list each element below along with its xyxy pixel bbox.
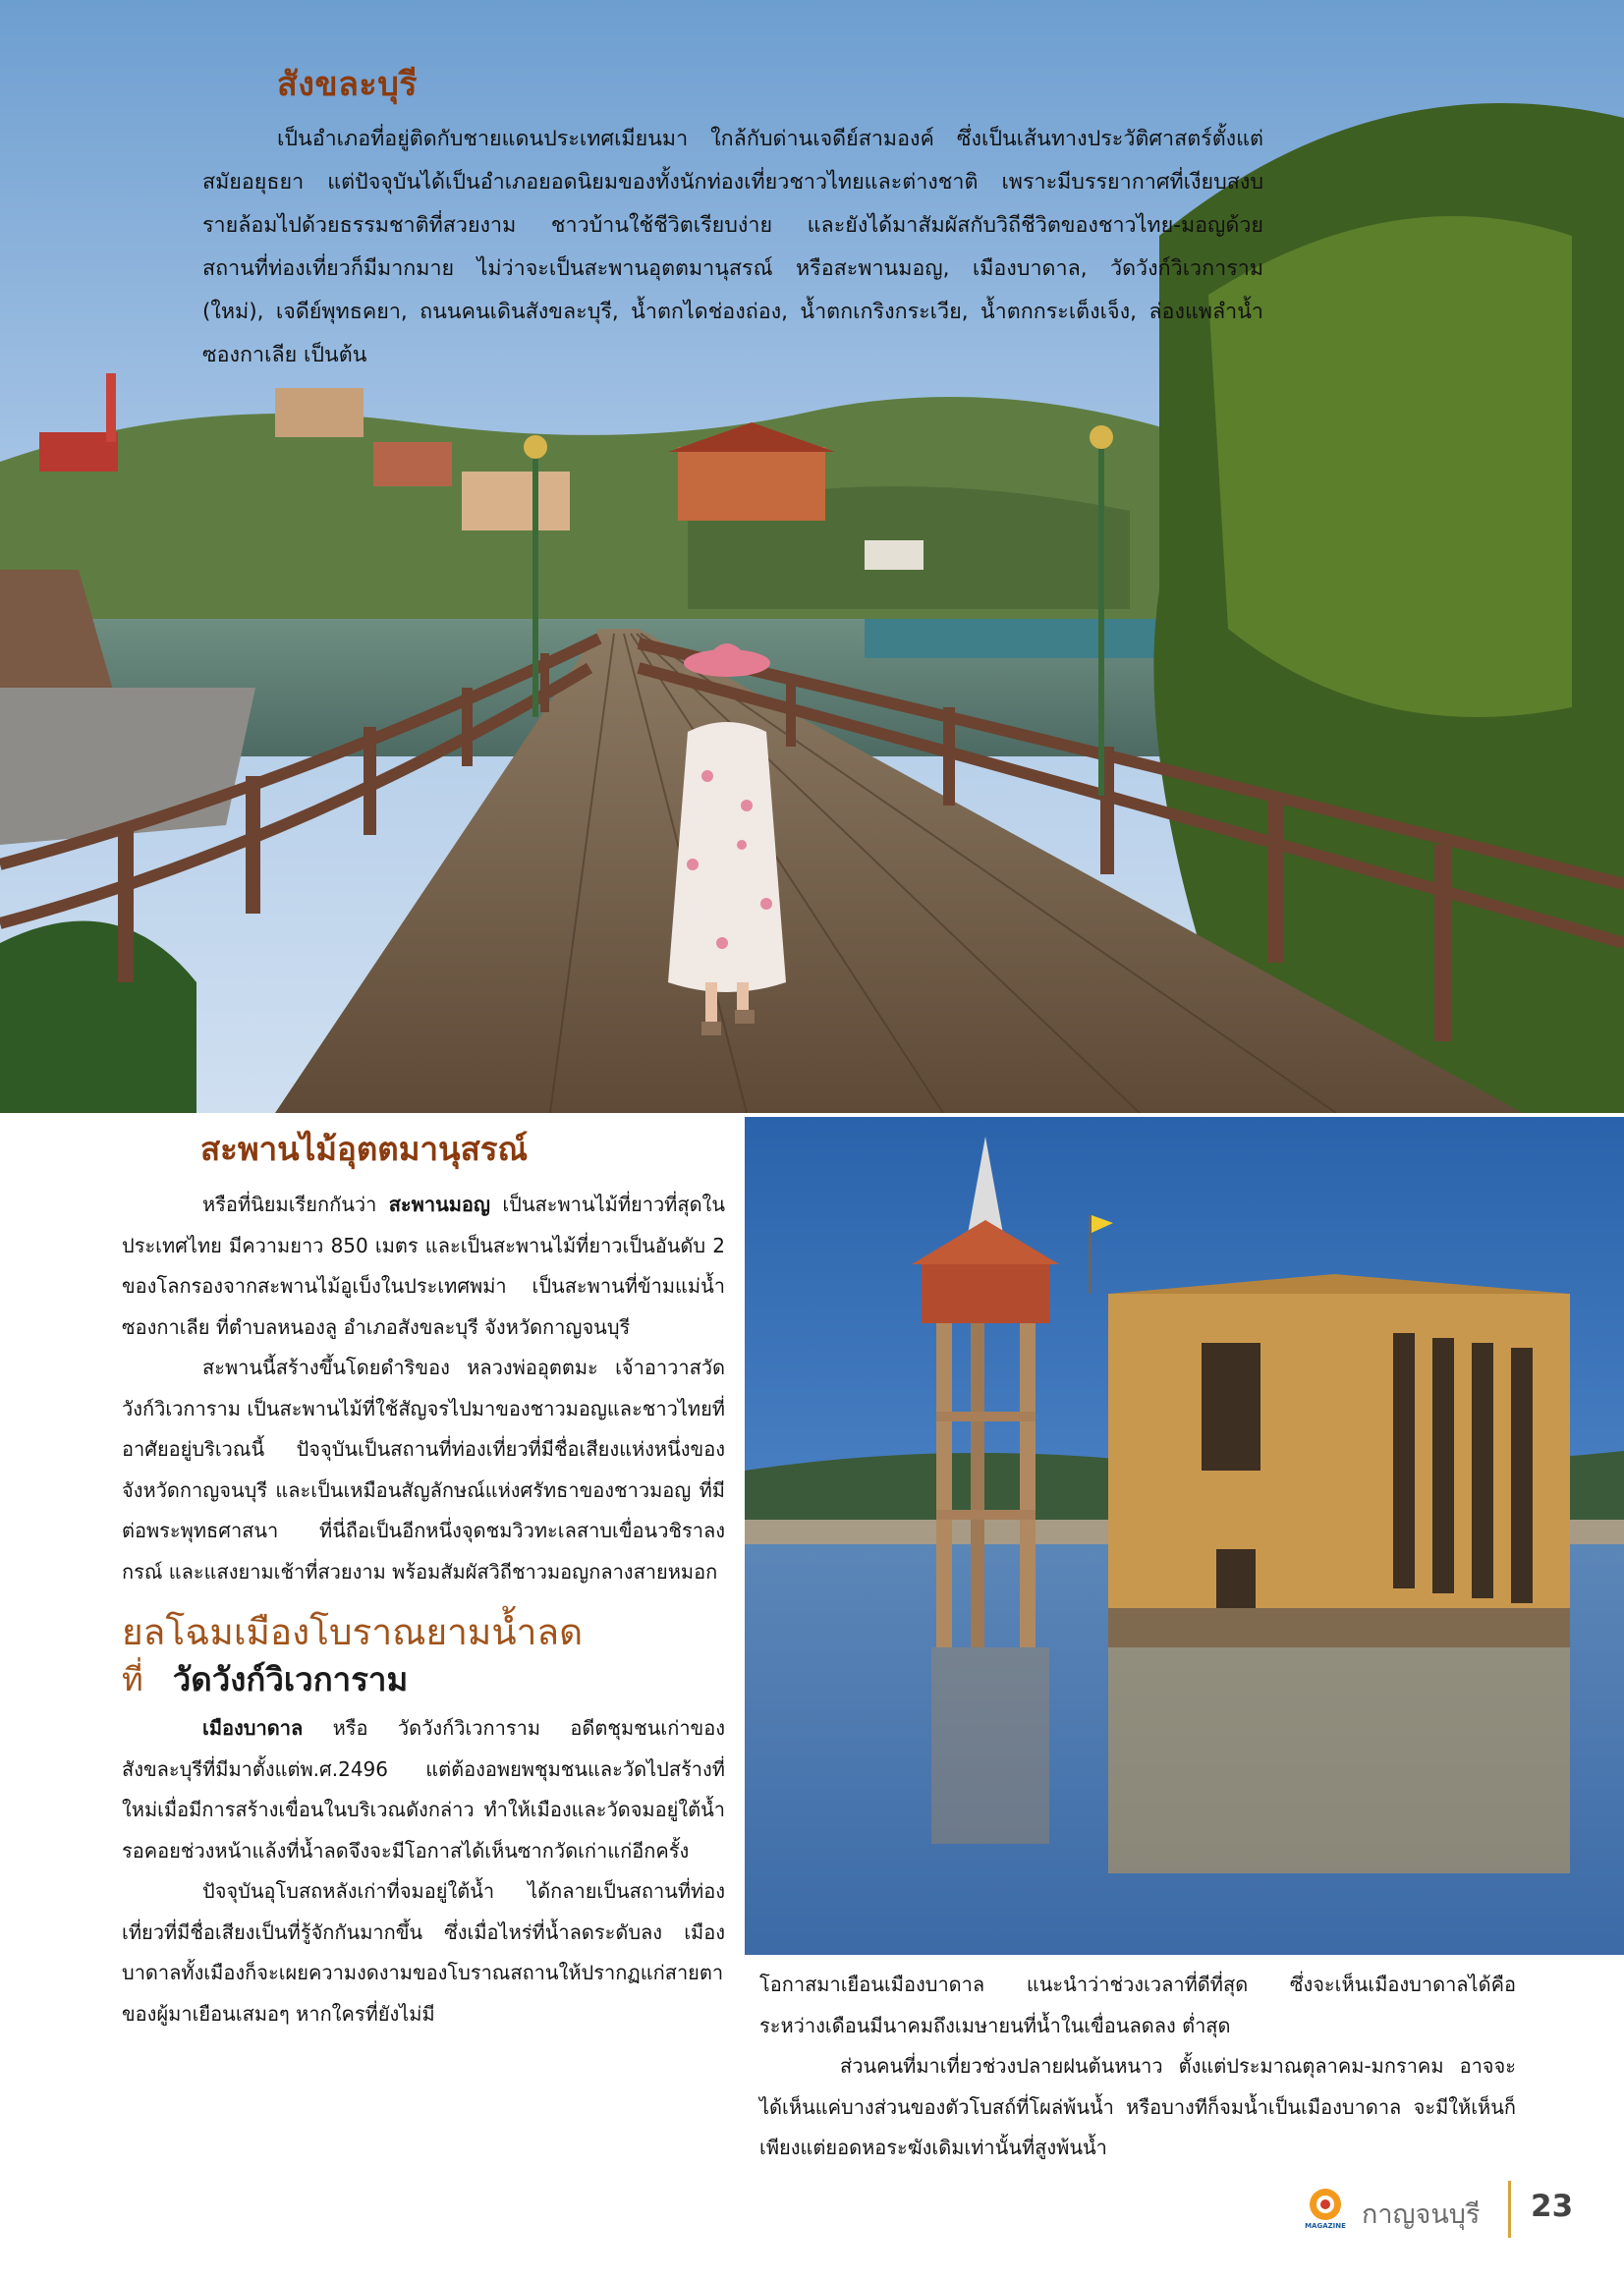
bridge-p1-rest: เป็นสะพานไม้ที่ยาวที่สุดในประเทศไทย มีความยาว 850 เมตร และเป็นสะพานไม้ที่ยาวเป็นอันดับ 2 ของโลกรองจากสะพานไม้อูเบ็งในประเทศพม่า เป็นสะพานที่ข้ามแม่น้ำซองกาเลีย ที่ตำบลหนองลู อำเภอสังขละบุรี จังหวัดกาญจนบุรี [122,1193,725,1339]
temple-p1-bold: เมืองบาดาล [202,1716,304,1740]
bridge-paragraph-2: สะพานนี้สร้างขึ้นโดยดำริของ หลวงพ่ออุตตมะ เจ้าอาวาสวัดวังก์วิเวการาม เป็นสะพานไม้ที่ใช้สัญจรไปมาของชาวมอญและชาวไทยที่อาศัยอยู่บริเวณนี้ ปัจจุบันเป็นสถานที่ท่องเที่ยวที่มีชื่อเสียงแห่งหนึ่งของจังหวัดกาญจนบุรี และเป็นเหมือนสัญลักษณ์แห่งศรัทธาของชาวมอญ ที่มีต่อพระพุทธศาสนา ที่นี่ถือเป็นอีกหนึ่งจุดชมวิวทะเลสาบเขื่อนวชิราลงกรณ์ และแสงยามเช้าที่สวยงาม พร้อมสัมผัสวิถีชาวมอญกลางสายหมอก [122,1356,725,1584]
temple-p1-rest: หรือ วัดวังก์วิเวการาม อดีตชุมชนเก่าของสังขละบุรีที่มีมาตั้งแต่พ.ศ.2496 แต่ต้องอพยพชุมชนและวัดไปสร้างที่ใหม่เมื่อมีการสร้างเขื่อนในบริเวณดังกล่าว ทำให้เมืองและวัดจมอยู่ใต้น้ำ รอคอยช่วงหน้าแล้งที่น้ำลดจึงจะมีโอกาสได้เห็นซากวัดเก่าแก่อีกครั้ง [122,1716,725,1863]
magazine-logo-icon [1305,2187,1346,2230]
bridge-p1-lead: หรือที่นิยมเรียกกันว่า [202,1193,389,1216]
hero-photo-section [0,0,1624,1113]
hero-title: สังขละบุรี [277,65,419,104]
footer-divider [1508,2181,1511,2238]
temple-paragraph-1 [122,1708,725,1871]
temple-heading-prefix: ที่ [122,1660,143,1698]
sunken-temple-image [745,1117,1624,1955]
right-text-column [759,1965,1516,2169]
footer-province: กาญจนบุรี [1362,2199,1481,2230]
left-text-column [122,1123,725,2034]
temple-right-paragraph-2: ส่วนคนที่มาเที่ยวช่วงปลายฝนต้นหนาว ตั้งแต่ประมาณตุลาคม-มกราคม อาจจะได้เห็นแค่บางส่วนของตัวโบสถ์ที่โผล่พ้นน้ำ หรือบางทีก็จมน้ำเป็นเมืองบาดาล จะมีให้เห็นก็เพียงแต่ยอดหอระฆังเดิมเท่านั้นที่สูงพ้นน้ำ [759,2054,1516,2159]
hero-body-text: เป็นอำเภอที่อยู่ติดกับชายแดนประเทศเมียนมา ใกล้กับด่านเจดีย์สามองค์ ซึ่งเป็นเส้นทางประวัติศาสตร์ตั้งแต่สมัยอยุธยา แต่ปัจจุบันได้เป็นอำเภอยอดนิยมของทั้งนักท่องเที่ยวชาวไทยและต่างชาติ เพราะมีบรรยากาศที่เงียบสงบ รายล้อมไปด้วยธรรมชาติที่สวยงาม ชาวบ้านใช้ชีวิตเรียบง่าย และยังได้มาสัมผัสกับวิถีชีวิตของชาวไทย-มอญด้วย สถานที่ท่องเที่ยวก็มีมากมาย ไม่ว่าจะเป็นสะพานอุตตมานุสรณ์ หรือสะพานมอญ, เมืองบาดาล, วัดวังก์วิเวการาม (ใหม่), เจดีย์พุทธคยา, ถนนคนเดินสังขละบุรี, น้ำตกไดช่องถ่อง, น้ำตกเกริงกระเวีย, น้ำตกกระเต็งเจ็ง, ล่องแพลำน้ำซองกาเลีย เป็นต้น [202,127,1263,367]
page-number: 23 [1531,2189,1574,2224]
temple-paragraph-2: ปัจจุบันอุโบสถหลังเก่าที่จมอยู่ใต้น้ำ ได้กลายเป็นสถานที่ท่องเที่ยวที่มีชื่อเสียงเป็นที่รู้จักกันมากขึ้น ซึ่งเมื่อไหร่ที่น้ำลดระดับลง เมืองบาดาลทั้งเมืองก็จะเผยความงดงามของโบราณสถานให้ปรากฏแก่สายตาของผู้มาเยือนเสมอๆ หากใครที่ยังไม่มี [122,1879,725,2026]
temple-heading-line1: ยลโฉมเมืองโบราณยามน้ำลด [122,1611,584,1653]
temple-heading-line2 [122,1657,725,1702]
page-footer [1305,2181,1599,2240]
bridge-p1-bold: สะพานมอญ [388,1193,490,1216]
hero-text-block [202,57,1263,377]
bridge-section-title: สะพานไม้อุตตมานุสรณ์ [200,1130,529,1168]
temple-right-paragraph-1: โอกาสมาเยือนเมืองบาดาล แนะนำว่าช่วงเวลาที่ดีที่สุด ซึ่งจะเห็นเมืองบาดาลได้คือ ระหว่างเดือนมีนาคมถึงเมษายนที่น้ำในเขื่อนลดลง ต่ำสุด [759,1973,1516,2037]
bridge-paragraph-1 [122,1185,725,1348]
temple-heading-bold: วัดวังก์วิเวการาม [172,1660,409,1698]
temple-photo [745,1117,1624,1955]
logo-label: MAGAZINE [1305,2222,1346,2230]
